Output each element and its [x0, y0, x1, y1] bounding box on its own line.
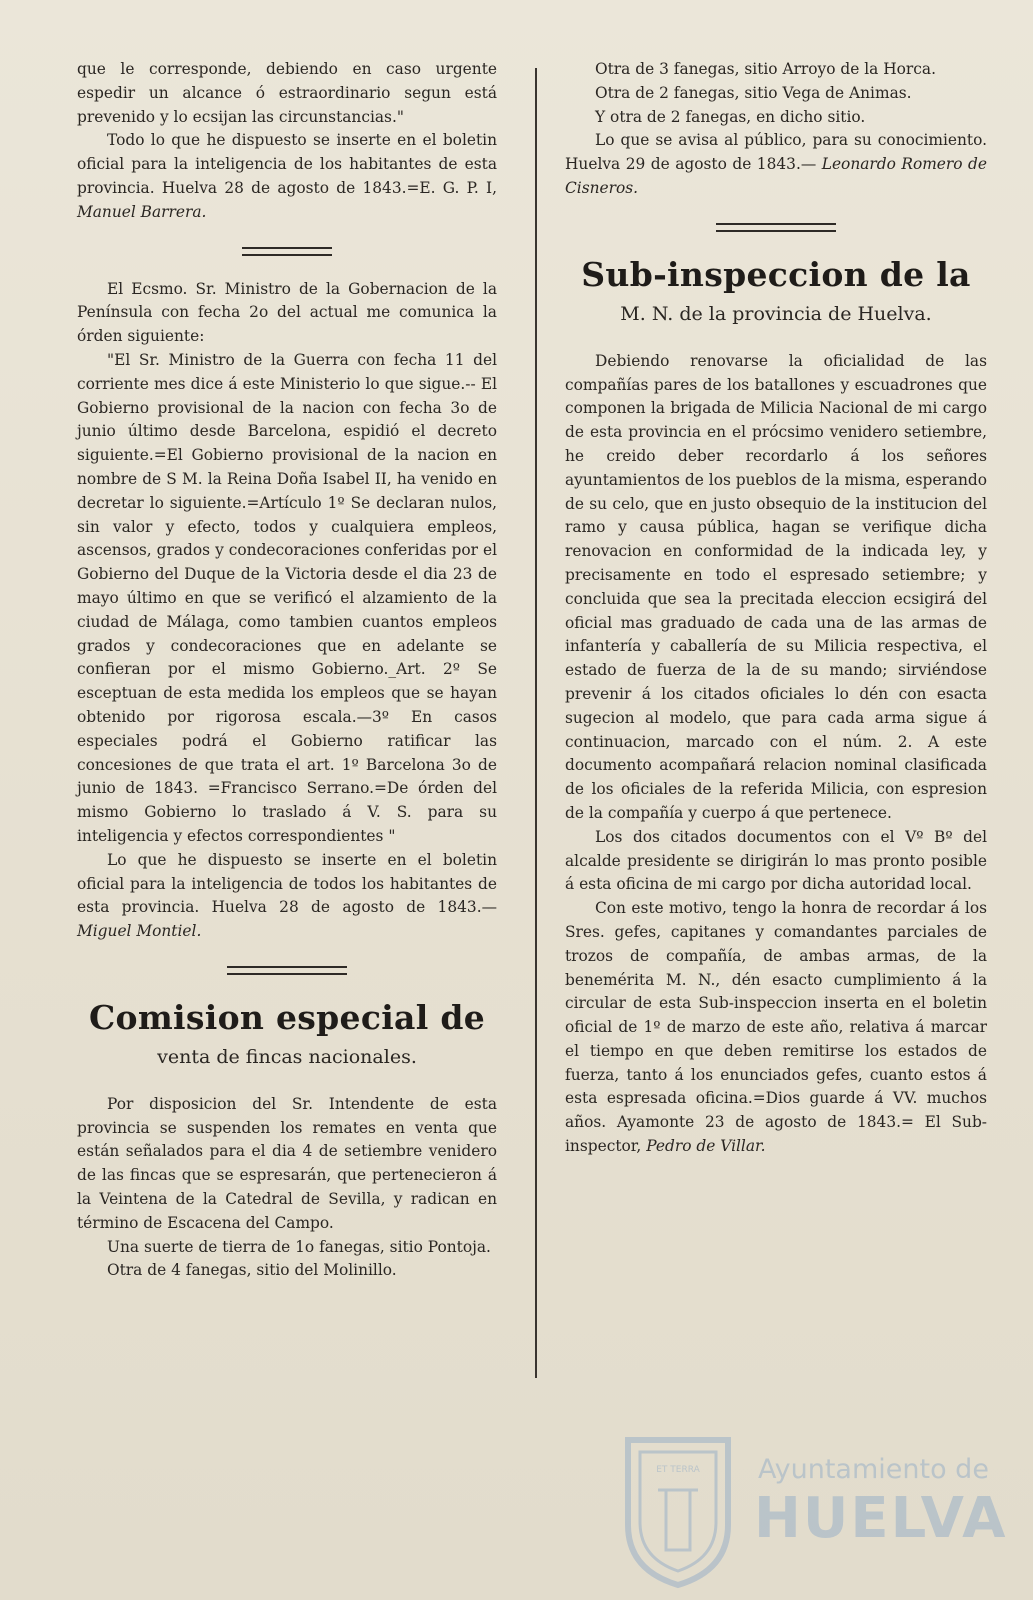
- signature: Manuel Barrera.: [77, 202, 207, 221]
- section-rule: [242, 247, 332, 256]
- paragraph: Debiendo renovarse la oficialidad de las compañías pares de los batallones y escuadrones que componen la brigada de Milicia Nacional de mi cargo de esta provincia en el prócsimo venidero setiembre, he creido deber recordarlo á los señores ayuntamientos de los pueblos de la misma, esperando de su celo, que en justo obsequio de la institucion del ramo y causa pública, hagan se verifique dicha renovacion en conformidad de la indicada ley, y precisamente en todo el espresado setiembre; y concluida que sea la precitada eleccion ecsigirá del oficial mas graduado de cada una de las armas de infantería y caballería de su Milicia respectiva, el estado de fuerza de la de su mando; sirviéndose prevenir á los citados oficiales lo dén con esacta sugecion al modelo, que para cada arma sigue á continuacion, marcado con el núm. 2. A este documento acompañará relacion nominal clasificada de los oficiales de la referida Milicia, con espresion de la compañía y cuerpo á que pertenece.: [565, 351, 987, 822]
- section-subheading: venta de fincas nacionales.: [157, 1045, 417, 1068]
- watermark-line-1: Ayuntamiento de: [758, 1454, 989, 1485]
- section-heading: Comision especial de: [88, 997, 486, 1037]
- paragraph: Los dos citados documentos con el Vº Bº del alcalde presidente se dirigirán lo mas pronto posible á esta oficina de mi cargo por dicha autoridad local.: [565, 827, 987, 894]
- watermark-line-2: HUELVA: [754, 1486, 1008, 1551]
- paragraph: Y otra de 2 fanegas, en dicho sitio.: [595, 107, 866, 126]
- paragraph-text: Lo que he dispuesto se inserte en el boletin oficial para la inteligencia de todos los habitantes de esta provincia. Huelva 28 de agosto de 1843.—: [77, 850, 497, 917]
- paragraph: El Ecsmo. Sr. Ministro de la Gobernacion de la Península con fecha 2o del actual me comunica la órden siguiente:: [77, 279, 497, 346]
- paragraph: Otra de 3 fanegas, sitio Arroyo de la Horca.: [595, 60, 936, 78]
- paragraph: que le corresponde, debiendo en caso urgente espedir un alcance ó estraordinario segun está prevenido y lo ecsijan las circunstancias.": [77, 60, 497, 126]
- paragraph-text: Todo lo que he dispuesto se inserte en el boletin oficial para la inteligencia de los habitantes de esta provincia. Huelva 28 de agosto de 1843.=E. G. P. I,: [77, 131, 497, 197]
- column-divider: [535, 68, 537, 1378]
- paragraph: [77, 129, 497, 224]
- signature: Miguel Montiel.: [77, 922, 202, 941]
- left-column: [77, 58, 497, 1283]
- paragraph-text: Con este motivo, tengo la honra de recordar á los Sres. gefes, capitanes y comandantes parciales de trozos de compañía, de ambas armas, de la benemérita M. N., dén esacto cumplimiento á la circular de esta Sub-inspeccion inserta en el boletin oficial de 1º de marzo de este año, relativa á marcar el tiempo en que deben remitirse los estados de fuerza, tanto á los enunciados gefes, cuanto estos á esta espresada oficina.=Dios guarde á VV. muchos años. Ayamonte 23 de agosto de 1843.= El Sub-inspector,: [565, 899, 987, 1156]
- paragraph: Otra de 2 fanegas, sitio Vega de Animas.: [595, 83, 912, 102]
- paragraph: Por disposicion del Sr. Intendente de esta provincia se suspenden los remates en venta que están señalados para el dia 4 de setiembre venidero de las fincas que se espresarán, que pertenecieron á la Veintena de la Catedral de Sevilla, y radican en término de Escacena del Campo.: [77, 1094, 497, 1232]
- section-heading: Sub-inspeccion de la: [581, 254, 971, 294]
- paragraph: Otra de 4 fanegas, sitio del Molinillo.: [107, 1261, 397, 1280]
- seal-text: ET TERRA: [656, 1465, 700, 1475]
- section-rule: [227, 966, 347, 975]
- right-column: [565, 58, 987, 1159]
- paragraph: [565, 897, 987, 1159]
- signature: Pedro de Villar.: [646, 1137, 766, 1156]
- signature: Leonardo Romero de Cisneros.: [565, 155, 987, 197]
- section-rule: [716, 223, 836, 232]
- paragraph: "El Sr. Ministro de la Guerra con fecha 11 del corriente mes dice á este Ministerio lo que sigue.-- El Gobierno provisional de la nacion con fecha 3o de junio último desde Barcelona, espidió el decreto siguiente.=El Gobierno provisional de la nacion en nombre de S M. la Reina Doña Isabel II, ha venido en decretar lo siguiente.=Artículo 1º Se declaran nulos, sin valor y efecto, todos y cualquiera empleos, ascensos, grados y condecoraciones conferidas por el Gobierno del Duque de la Victoria desde el dia 23 de mayo último en que se verificó el alzamiento de la ciudad de Málaga, como tambien cuantos empleos grados y condecoraciones que en adelante se confieran por el mismo Gobierno._Art. 2º Se esceptuan de esta medida los empleos que se hayan obtenido por rigorosa escala.—3º En casos especiales podrá el Gobierno ratificar las concesiones de que trata el art. 1º Barcelona 3o de junio de 1843. =Francisco Serrano.=De órden del mismo Gobierno lo traslado á V. S. para su inteligencia y efectos correspondientes ": [77, 350, 497, 845]
- coat-of-arms-icon: [618, 1430, 738, 1590]
- paragraph-text: Lo que se avisa al público, para su conocimiento. Huelva 29 de agosto de 1843.—: [565, 131, 987, 174]
- ayuntamiento-watermark: [618, 1430, 1008, 1590]
- paragraph: Una suerte de tierra de 1o fanegas, sitio Pontoja.: [107, 1237, 491, 1256]
- paragraph: [77, 849, 497, 944]
- section-subheading: M. N. de la provincia de Huelva.: [620, 302, 932, 325]
- paragraph: [565, 129, 987, 200]
